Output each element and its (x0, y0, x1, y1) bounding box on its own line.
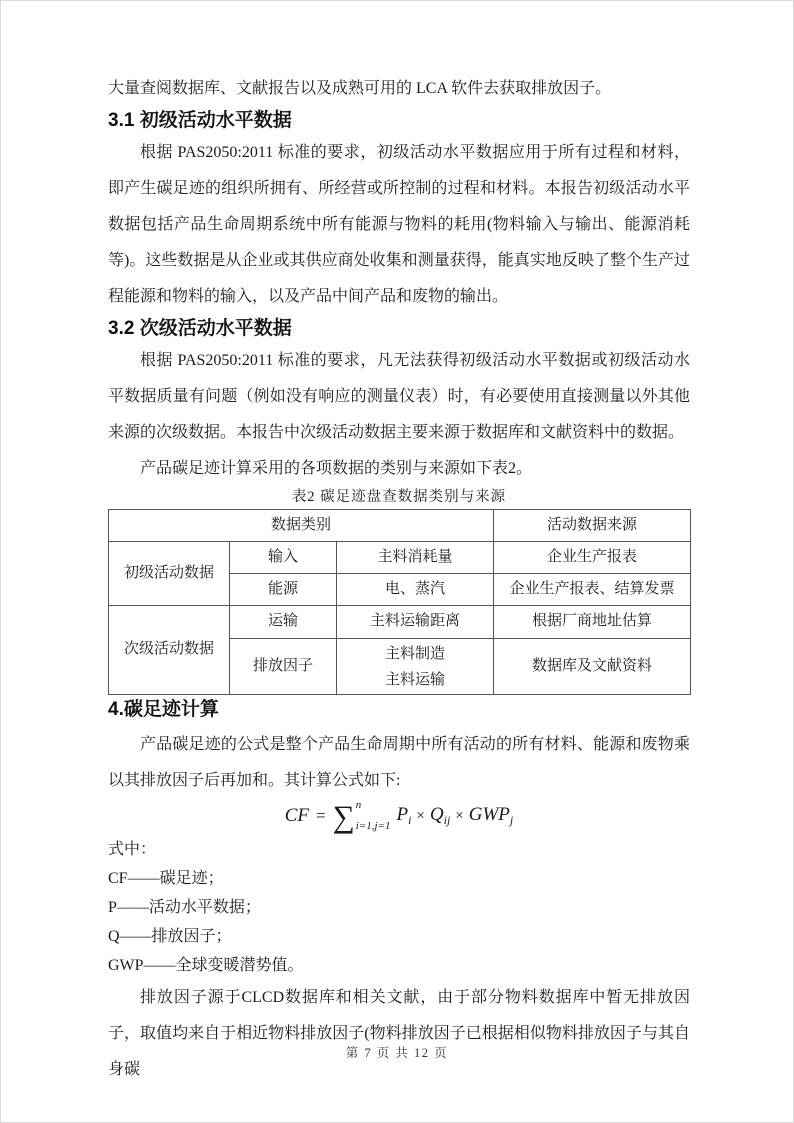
table-header-source: 活动数据来源 (494, 510, 691, 542)
table-cell-line-manufacture: 主料制造 (384, 645, 445, 662)
table-row (109, 542, 691, 574)
formula-p-subscript: i (408, 813, 412, 828)
definition-gwp: GWP——全球变暖潜势值。 (108, 957, 304, 974)
formula-gwp-subscript: j (509, 813, 514, 828)
table-cell-type-energy: 能源 (230, 574, 337, 606)
paragraph-table-reference: 产品碳足迹计算采用的各项数据的类别与来源如下表2。 (140, 460, 533, 477)
carbon-footprint-formula (108, 799, 690, 833)
formula-term-q (430, 804, 450, 828)
table-caption: 表2 碳足迹盘查数据类别与来源 (291, 489, 507, 505)
multiply-sign: × (416, 807, 425, 824)
table-header-category: 数据类别 (109, 510, 494, 542)
data-category-source-table (108, 509, 691, 695)
definition-cf: CF——碳足迹； (108, 870, 224, 887)
formula-equals: = (316, 806, 326, 825)
page-footer: 第 7 页 共 12 页 (345, 1046, 449, 1060)
table-cell-source-report-invoice: 企业生产报表、结算发票 (494, 574, 691, 606)
table-header-row (109, 510, 691, 542)
paragraph-continuation: 大量查阅数据库、文献报告以及成熟可用的 LCA 软件去获取排放因子。 (108, 80, 612, 97)
definition-p: P——活动水平数据； (108, 899, 261, 916)
table-cell-source-address-estimate: 根据厂商地址估算 (494, 606, 691, 639)
table-cell-primary-group: 初级活动数据 (109, 542, 230, 606)
formula-gwp: GWP (468, 803, 510, 825)
paragraph-primary-activity-data: 根据 PAS2050:2011 标准的要求，初级活动水平数据应用于所有过程和材料，即产生碳足迹的组织所拥有、所经营或所控制的过程和材料。本报告初级活动水平数据包括产品生命周期系统中所有能源与物料的耗用(物料输入与输出、能源消耗等)。这些数据是从企业或其供应商处收集和测量获得，能真实地反映了整个生产过程能源和物料的输入，以及产品中间产品和废物的输出。 (108, 144, 690, 305)
table-row (109, 606, 691, 639)
table-cell-type-emission-factor: 排放因子 (230, 639, 337, 695)
table-cell-detail-consumption: 主料消耗量 (337, 542, 494, 574)
formula-q-subscript: ij (443, 813, 451, 828)
paragraph-footprint-formula-intro: 产品碳足迹的公式是整个产品生命周期中所有活动的所有材料、能源和废物乘以其排放因子后再加和。其计算公式如下: (108, 736, 690, 789)
table-cell-detail-electricity-steam: 电、蒸汽 (337, 574, 494, 606)
table-cell-source-report: 企业生产报表 (494, 542, 691, 574)
definition-q: Q——排放因子； (108, 928, 232, 945)
formula-q: Q (429, 803, 444, 825)
sigma-limits (356, 800, 391, 832)
multiply-sign: × (455, 807, 464, 824)
sigma-upper-limit: n (355, 799, 362, 811)
formula-where-label: 式中： (108, 841, 157, 858)
table-cell-secondary-group: 次级活动数据 (109, 606, 230, 695)
table-cell-detail-manufacture-transport (337, 639, 494, 695)
paragraph-secondary-activity-data: 根据 PAS2050:2011 标准的要求，凡无法获得初级活动水平数据或初级活动水平数据质量有问题（例如没有响应的测量仪表）时，有必要使用直接测量以外其他来源的次级数据。本报告中次级活动数据主要来源于数据库和文献资料中的数据。 (108, 352, 690, 441)
section-heading-3-2: 3.2 次级活动水平数据 (108, 318, 292, 339)
formula-cf: CF (284, 805, 310, 826)
table-cell-type-transport: 运输 (230, 606, 337, 639)
page-content (108, 71, 690, 1088)
formula-p: P (396, 803, 409, 825)
formula-term-p (396, 804, 411, 828)
table-cell-line-transport: 主料运输 (384, 671, 445, 688)
section-heading-4: 4.碳足迹计算 (108, 699, 219, 720)
table-cell-type-input: 输入 (230, 542, 337, 574)
sigma-lower-limit: i=1,j=1 (355, 820, 391, 832)
table-cell-detail-transport-distance: 主料运输距离 (337, 606, 494, 639)
sigma-symbol: ∑ (332, 798, 355, 834)
formula-term-gwp (469, 804, 514, 828)
paragraph-emission-factor-source: 排放因子源于CLCD数据库和相关文献，由于部分物料数据库中暂无排放因子，取值均来自于相近物料排放因子(物料排放因子已根据相似物料排放因子与其自身碳 (108, 989, 690, 1078)
section-heading-3-1: 3.1 初级活动水平数据 (108, 110, 292, 131)
table-cell-source-database-literature: 数据库及文献资料 (494, 639, 691, 695)
